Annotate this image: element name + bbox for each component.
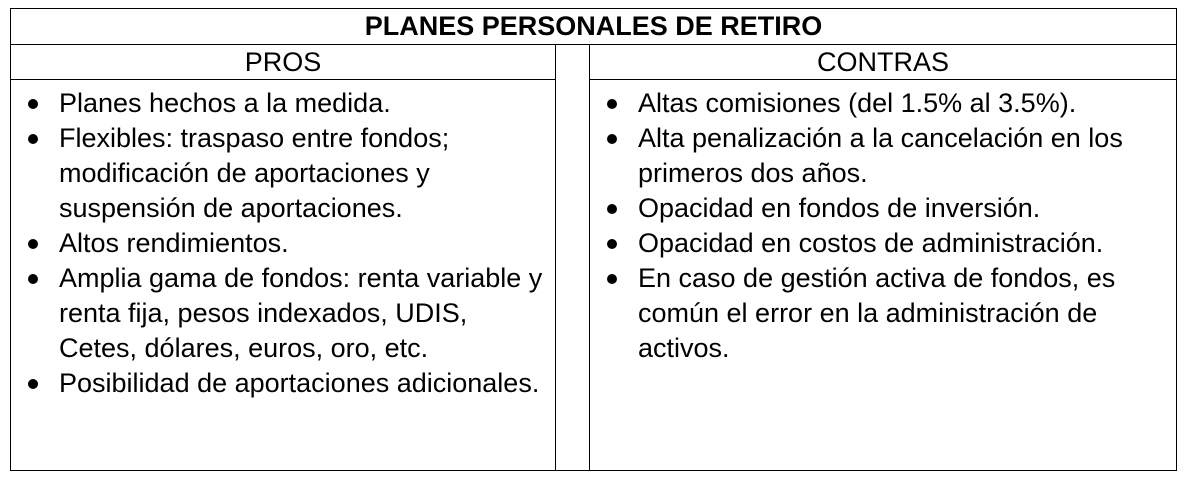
cons-item-text: Altas comisiones (del 1.5% al 3.5%). xyxy=(638,88,1077,118)
bullet-icon xyxy=(607,134,617,144)
pros-cons-table xyxy=(10,8,1177,471)
pros-item-text: Planes hechos a la medida. xyxy=(59,88,391,118)
cons-item-text: Opacidad en costos de administración. xyxy=(638,228,1104,258)
pros-item-text: Flexibles: traspaso entre fondos; modificación de aportaciones y suspensión de aportaciones. xyxy=(59,123,450,223)
bullet-icon xyxy=(607,204,617,214)
table-title: PLANES PERSONALES DE RETIRO xyxy=(11,9,1177,45)
cons-cell xyxy=(590,80,1177,471)
bullet-icon xyxy=(28,379,38,389)
list-item xyxy=(11,121,555,226)
list-item xyxy=(11,226,555,261)
pros-item-text: Posibilidad de aportaciones adicionales. xyxy=(59,368,540,398)
pros-header: PROS xyxy=(11,45,556,80)
bullet-icon xyxy=(28,239,38,249)
list-item xyxy=(11,261,555,366)
bullet-icon xyxy=(28,99,38,109)
cons-header: CONTRAS xyxy=(590,45,1177,80)
cons-item-text: En caso de gestión activa de fondos, es común el error en la administración de activos. xyxy=(638,263,1116,363)
bullet-icon xyxy=(28,274,38,284)
cons-list xyxy=(590,80,1176,366)
bullet-icon xyxy=(607,99,617,109)
cons-item-text: Opacidad en fondos de inversión. xyxy=(638,193,1041,223)
pros-cell xyxy=(11,80,556,471)
cons-item-text: Alta penalización a la cancelación en los primeros dos años. xyxy=(638,123,1123,188)
list-item xyxy=(590,121,1176,191)
title-row xyxy=(11,9,1177,45)
pros-item-text: Amplia gama de fondos: renta variable y renta fija, pesos indexados, UDIS, Cetes, dólares, euros, oro, etc. xyxy=(59,263,543,363)
body-row xyxy=(11,80,1177,471)
header-row xyxy=(11,45,1177,80)
list-item xyxy=(590,86,1176,121)
list-item xyxy=(11,86,555,121)
list-item xyxy=(590,191,1176,226)
spacer-column xyxy=(556,45,590,471)
bullet-icon xyxy=(28,134,38,144)
pros-list xyxy=(11,80,555,401)
list-item xyxy=(11,366,555,401)
bullet-icon xyxy=(607,274,617,284)
bullet-icon xyxy=(607,239,617,249)
list-item xyxy=(590,261,1176,366)
list-item xyxy=(590,226,1176,261)
pros-item-text: Altos rendimientos. xyxy=(59,228,289,258)
